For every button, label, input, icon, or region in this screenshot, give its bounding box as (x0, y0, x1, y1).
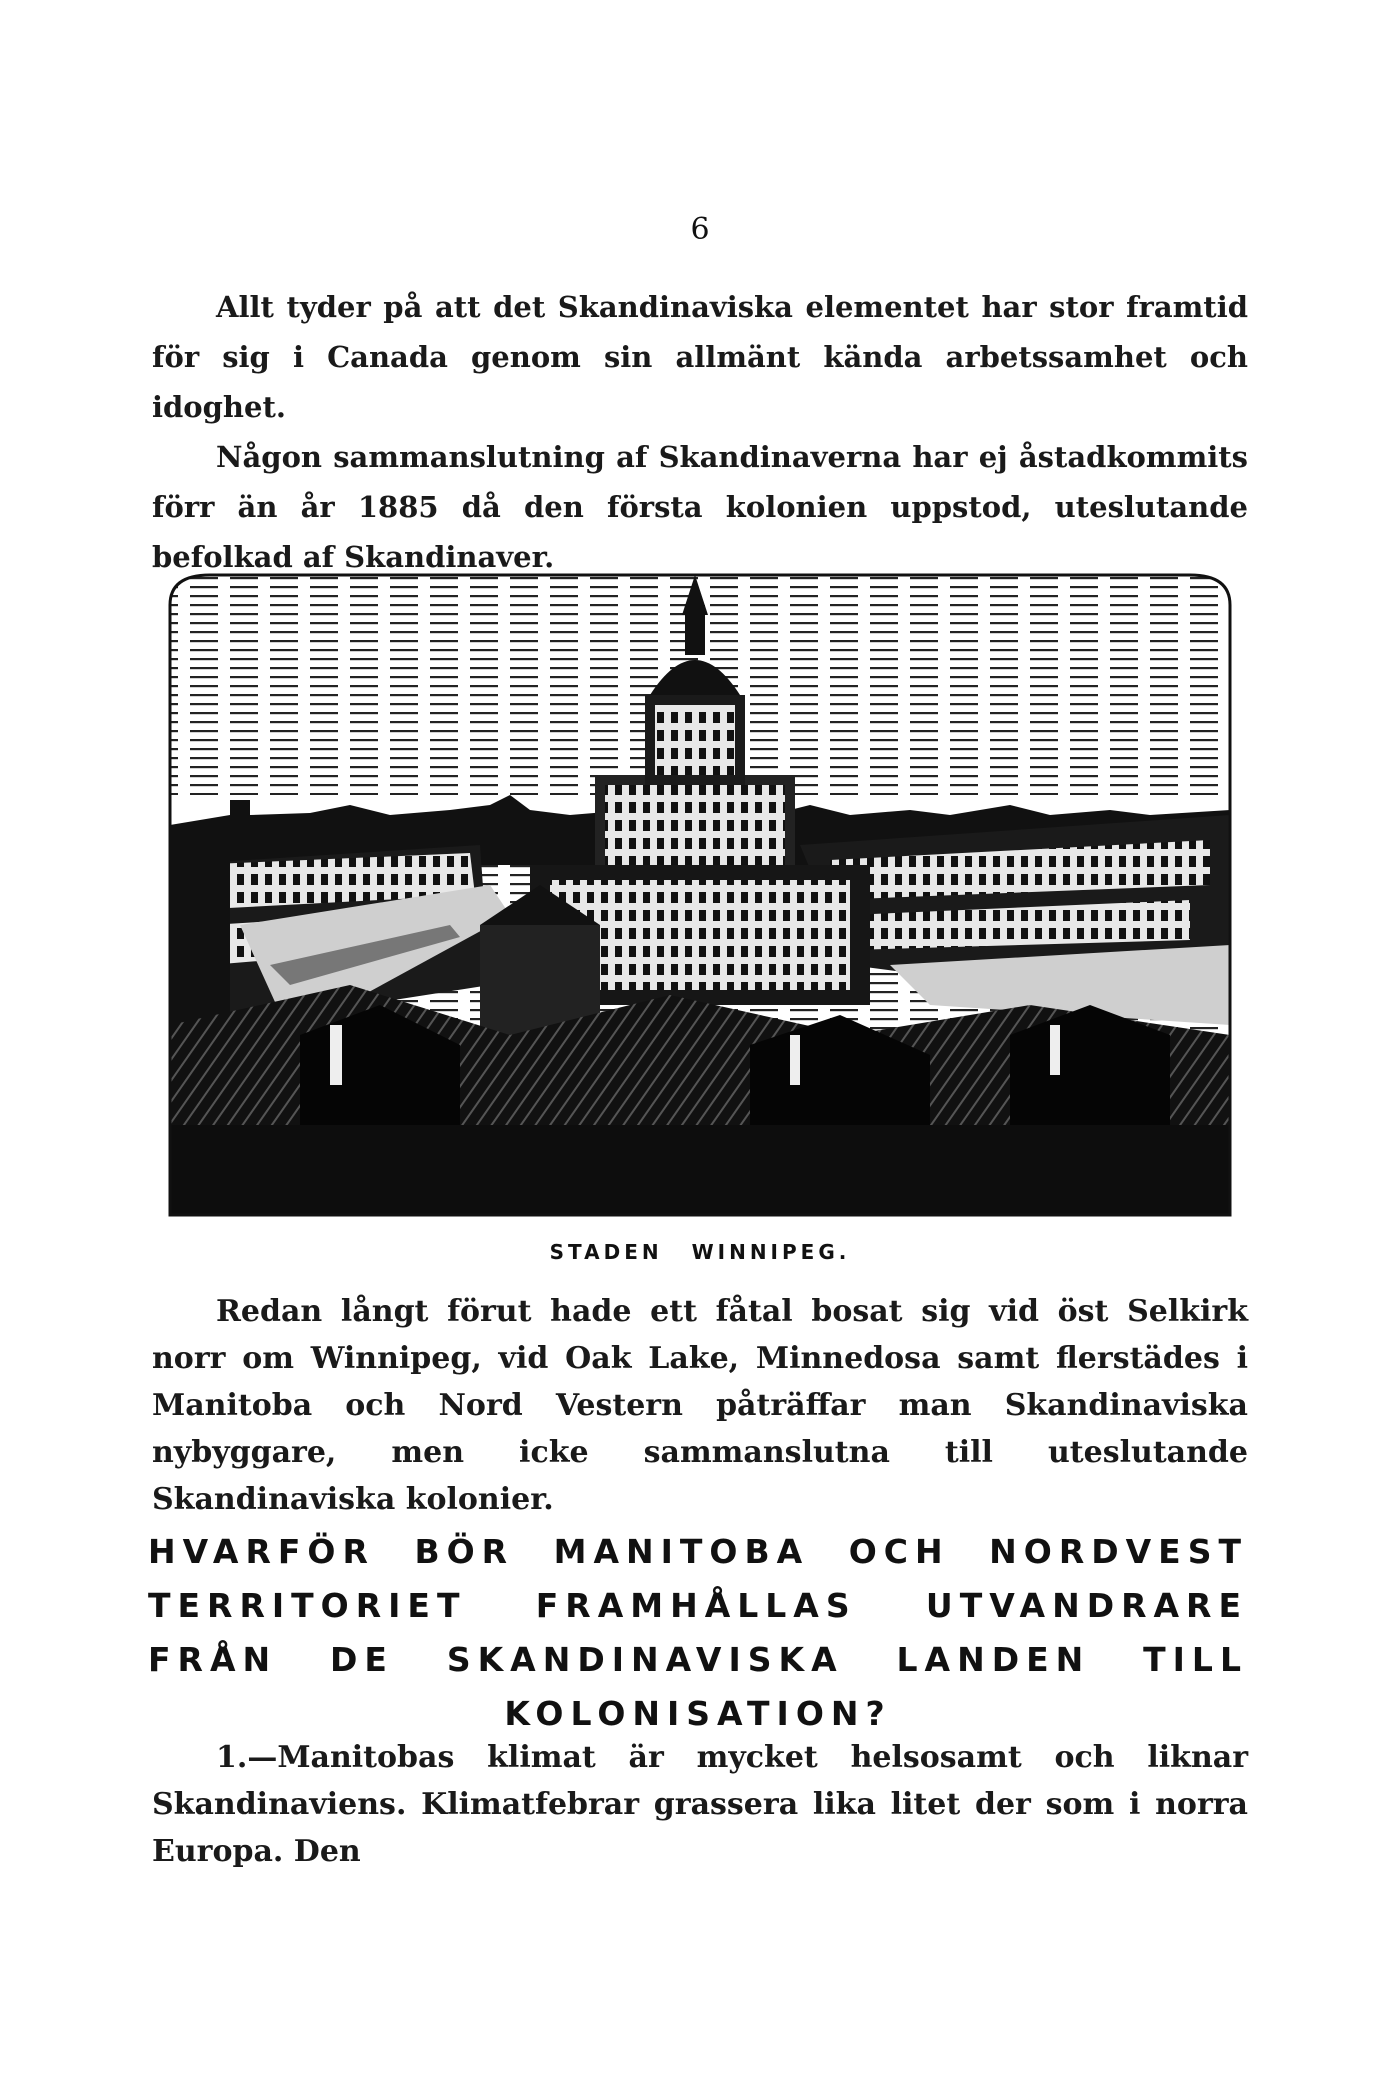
second-paragraph-text: Redan långt förut hade ett fåtal bosat sig vid öst Selkirk norr om Winnipeg, vid Oak Lake, Minnedosa samt flerstädes i Manitoba och Nord Vestern påträffar man Skandinaviska nybyggare, men icke sammanslutna till uteslutande Skandinaviska kolonier. (152, 1294, 1248, 1517)
illustration-caption: STADEN WINNIPEG. (549, 1240, 851, 1264)
third-paragraph (152, 1734, 1248, 1875)
section-heading (148, 1525, 1248, 1741)
intro-sentence-2: Någon sammanslutning af Skandinaverna har ej åstadkommits förr än år 1885 då den första kolonien uppstod, uteslutande befolkad af Skandinaver. (152, 440, 1248, 574)
intro-paragraph (152, 282, 1248, 582)
heading-line-1: HVARFÖR BÖR MANITOBA OCH NORDVEST (148, 1532, 1248, 1571)
page-number: 6 (690, 212, 710, 247)
third-paragraph-text: 1.—Manitobas klimat är mycket helsosamt och liknar Skandinaviens. Klimatfebrar grassera lika litet der som i norra Europa. Den (152, 1740, 1248, 1869)
intro-sentence-1: Allt tyder på att det Skandinaviska elementet har stor framtid för sig i Canada genom sin allmänt kända arbetssamhet och idoghet. (152, 290, 1248, 424)
heading-line-3: FRÅN DE SKANDINAVISKA LANDEN TILL (148, 1640, 1248, 1679)
winnipeg-engraving (150, 565, 1250, 1235)
second-paragraph (152, 1288, 1248, 1523)
heading-line-2: TERRITORIET FRAMHÅLLAS UTVANDRARE (148, 1586, 1248, 1625)
heading-line-4: KOLONISATION? (504, 1694, 892, 1733)
